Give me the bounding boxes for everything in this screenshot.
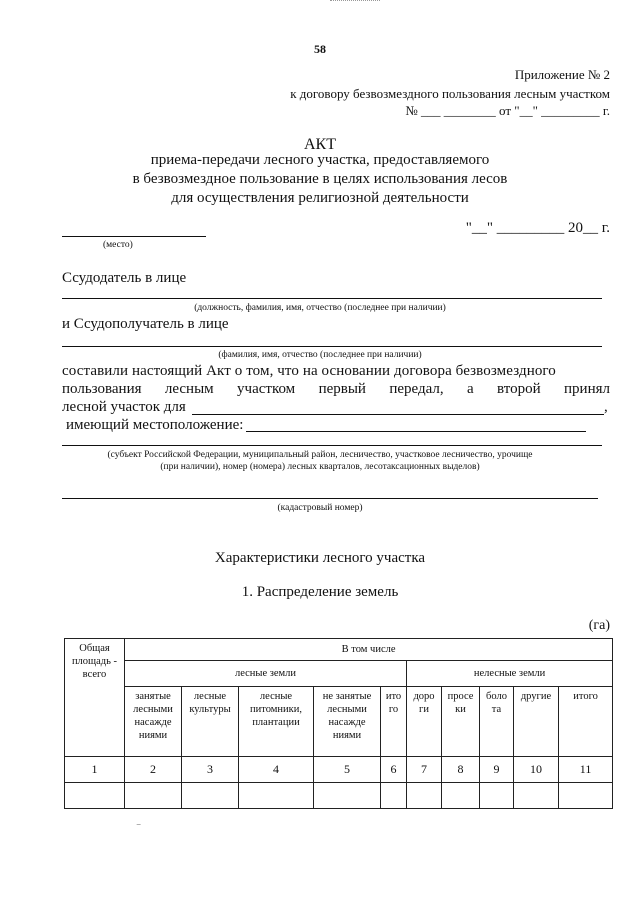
col-number: 9	[480, 757, 514, 783]
col-number: 11	[559, 757, 613, 783]
subtitle-line-1: приема-передачи лесного участка, предоставляемого	[150, 152, 490, 168]
col-header: ито го	[381, 687, 407, 757]
col-number: 8	[442, 757, 480, 783]
table-cell	[514, 783, 559, 809]
page-number: 58	[314, 42, 326, 56]
col-number: 10	[514, 757, 559, 783]
date-line: "__" _________ 20__ г.	[465, 220, 610, 236]
place-caption: (место)	[103, 240, 133, 250]
col-header: лесные культуры	[182, 687, 239, 757]
body-line-1-text: составили настоящий Акт о том, что на основании договора безвозмездного	[62, 363, 556, 379]
col-header: лесные питомники, плантации	[239, 687, 314, 757]
appendix-contract-number: № ___ ________ от "__" _________ г.	[405, 103, 610, 118]
header-total: Общая площадь - всего	[65, 639, 125, 757]
body-line-2-word: пользования	[62, 381, 142, 397]
location-caption-1: (субъект Российской Федерации, муниципальный район, лесничество, участковое лесничество, урочище	[107, 450, 533, 460]
col-header: доро ги	[407, 687, 442, 757]
body-line-2-word: принял	[564, 381, 610, 397]
header-nonforest-lands: нелесные земли	[407, 661, 613, 687]
body-line-3-end: ,	[604, 399, 608, 415]
location-field-line	[246, 431, 586, 432]
land-distribution-table	[64, 638, 613, 809]
header-including: В том числе	[125, 639, 613, 661]
unit-label: (га)	[588, 618, 610, 633]
appendix-title: Приложение № 2	[514, 67, 610, 82]
section-title: Характеристики лесного участка	[214, 550, 426, 566]
appendix-reference: к договору безвозмездного пользования лесным участком	[290, 86, 610, 101]
body-line-2-word: передал,	[389, 381, 444, 397]
col-header: занятые лесными насажде ниями	[125, 687, 182, 757]
col-number: 2	[125, 757, 182, 783]
body-line-2-word: лесным	[164, 381, 214, 397]
borrower-caption: (фамилия, имя, отчество (последнее при наличии)	[218, 350, 422, 360]
table-cell	[381, 783, 407, 809]
table-cell	[407, 783, 442, 809]
table-cell	[125, 783, 182, 809]
body-line-1	[62, 363, 610, 380]
table-cell	[239, 783, 314, 809]
body-line-2-word: первый	[318, 381, 366, 397]
col-number: 3	[182, 757, 239, 783]
lender-field-line	[62, 298, 602, 299]
table-cell	[314, 783, 381, 809]
body-line-2-word: а	[467, 381, 474, 397]
document-title: АКТ	[304, 136, 336, 153]
location-caption-2: (при наличии), номер (номера) лесных кварталов, лесотаксационных выделов)	[160, 462, 480, 472]
body-line-2-word: участком	[237, 381, 296, 397]
col-header: боло та	[480, 687, 514, 757]
table-cell	[442, 783, 480, 809]
borrower-field-line	[62, 346, 602, 347]
col-header: просе ки	[442, 687, 480, 757]
subsection-title: 1. Распределение земель	[241, 584, 399, 600]
location-field-line-2	[62, 445, 602, 446]
table-cell	[65, 783, 125, 809]
table-cell	[559, 783, 613, 809]
table-cell	[182, 783, 239, 809]
scan-artifact	[330, 0, 380, 5]
subtitle-line-2: в безвозмездное пользование в целях использования лесов	[132, 171, 508, 187]
body-line-2	[62, 381, 610, 398]
purpose-field-line	[192, 414, 604, 415]
borrower-label: и Ссудополучатель в лице	[62, 316, 229, 332]
cadastral-caption: (кадастровый номер)	[277, 503, 363, 513]
lender-caption: (должность, фамилия, имя, отчество (последнее при наличии)	[194, 303, 446, 313]
scan-mark: ⁻	[136, 822, 142, 833]
col-number: 6	[381, 757, 407, 783]
place-field-line	[62, 236, 206, 237]
cadastral-field-line	[62, 498, 598, 499]
subtitle-line-3: для осуществления религиозной деятельности	[171, 190, 469, 206]
col-header: не занятые лесными насажде ниями	[314, 687, 381, 757]
col-number: 1	[65, 757, 125, 783]
location-label: имеющий местоположение:	[66, 417, 244, 433]
body-line-3-label: лесной участок для	[62, 399, 186, 415]
body-line-2-word: второй	[497, 381, 541, 397]
col-header: другие	[514, 687, 559, 757]
col-number: 7	[407, 757, 442, 783]
col-header: итого	[559, 687, 613, 757]
col-number: 4	[239, 757, 314, 783]
table-cell	[480, 783, 514, 809]
lender-label: Ссудодатель в лице	[62, 270, 187, 286]
col-number: 5	[314, 757, 381, 783]
header-forest-lands: лесные земли	[125, 661, 407, 687]
